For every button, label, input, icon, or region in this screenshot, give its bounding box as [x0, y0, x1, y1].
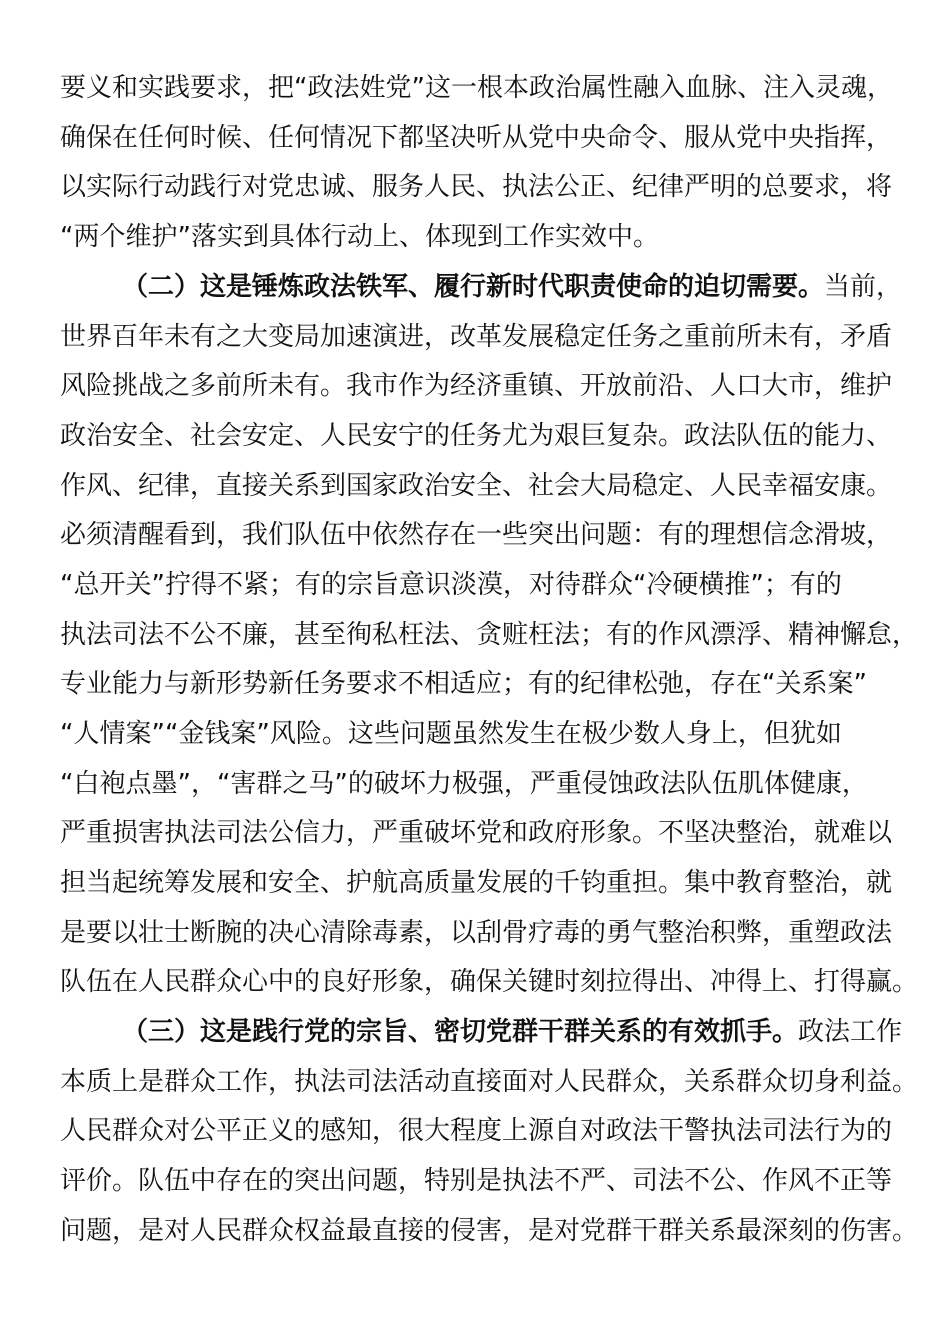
text-line: 问题，是对人民群众权益最直接的侵害，是对党群干群关系最深刻的伤害。 — [60, 1216, 919, 1246]
text-line: 政治安全、社会安定、人民安宁的任务尤为艰巨复杂。政法队伍的能力、 — [60, 421, 893, 451]
text-line: 担当起统筹发展和安全、护航高质量发展的千钧重担。集中教育整治，就 — [60, 868, 893, 898]
text-line: 严重损害执法司法公信力，严重破坏党和政府形象。不坚决整治，就难以 — [60, 818, 893, 848]
text-line: 队伍在人民群众心中的良好形象，确保关键时刻拉得出、冲得上、打得赢。 — [60, 967, 919, 997]
section-heading-3: （三）这是践行党的宗旨、密切党群干群关系的有效抓手。 — [122, 1017, 799, 1047]
text-line: 要义和实践要求，把“政法姓党”这一根本政治属性融入血脉、注入灵魂， — [60, 73, 893, 103]
text-line: 专业能力与新形势新任务要求不相适应；有的纪律松弛，存在“关系案” — [60, 669, 867, 699]
text-line: 执法司法不公不廉，甚至徇私枉法、贪赃枉法；有的作风漂浮、精神懈怠， — [60, 620, 919, 650]
text-line: 本质上是群众工作，执法司法活动直接面对人民群众，关系群众切身利益。 — [60, 1067, 919, 1097]
text-line: 必须清醒看到，我们队伍中依然存在一些突出问题：有的理想信念滑坡， — [60, 520, 893, 550]
text-line: 人民群众对公平正义的感知，很大程度上源自对政法干警执法司法行为的 — [60, 1116, 893, 1146]
text-line: “两个维护”落实到具体行动上、体现到工作实效中。 — [60, 222, 659, 252]
text-line: 是要以壮士断腕的决心清除毒素，以刮骨疗毒的勇气整治积弊，重塑政法 — [60, 918, 893, 948]
text-line: 确保在任何时候、任何情况下都坚决听从党中央命令、服从党中央指挥， — [60, 123, 893, 153]
paragraph-3-first-line — [122, 1014, 902, 1050]
text-line: 作风、纪律，直接关系到国家政治安全、社会大局稳定、人民幸福安康。 — [60, 471, 893, 501]
text-line: 风险挑战之多前所未有。我市作为经济重镇、开放前沿、人口大市，维护 — [60, 371, 893, 401]
section-heading-2: （二）这是锤炼政法铁军、履行新时代职责使命的迫切需要。 — [122, 272, 825, 302]
text-line: “总开关”拧得不紧；有的宗旨意识淡漠，对待群众“冷硬横推”；有的 — [60, 570, 842, 600]
text-line: 世界百年未有之大变局加速演进，改革发展稳定任务之重前所未有，矛盾 — [60, 322, 893, 352]
text-span: 当前， — [824, 272, 903, 302]
text-line: 以实际行动践行对党忠诚、服务人民、执法公正、纪律严明的总要求，将 — [60, 172, 893, 202]
text-line: “白袍点墨”，“害群之马”的破坏力极强，严重侵蚀政法队伍肌体健康， — [60, 769, 868, 799]
paragraph-2-first-line — [122, 269, 902, 305]
text-line: 评价。队伍中存在的突出问题，特别是执法不严、司法不公、作风不正等 — [60, 1166, 893, 1196]
text-span: 政法工作 — [798, 1017, 903, 1047]
text-line: “人情案”“金钱案”风险。这些问题虽然发生在极少数人身上，但犹如 — [60, 719, 842, 749]
